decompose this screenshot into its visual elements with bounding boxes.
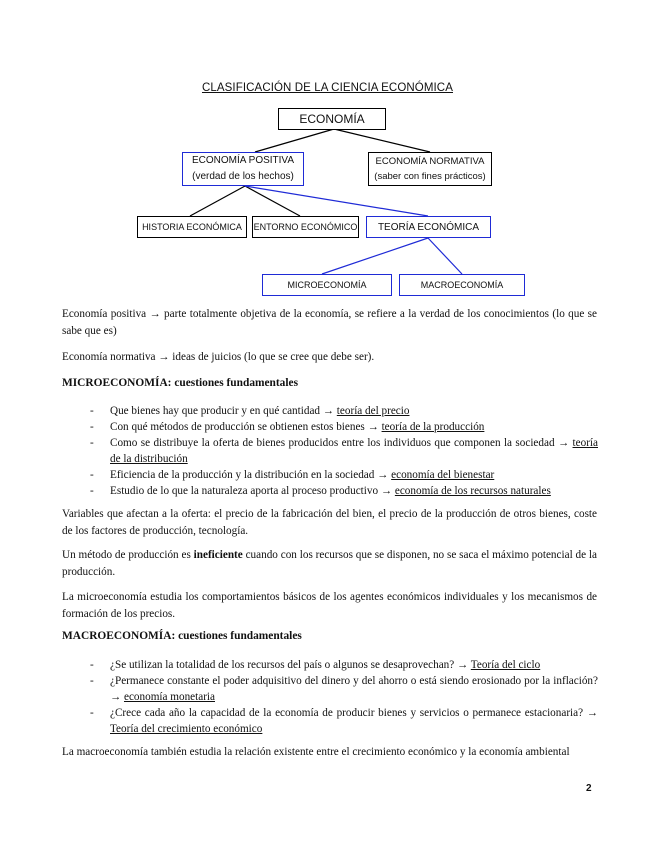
list-item — [90, 705, 598, 737]
list-item — [90, 657, 598, 673]
macroeconomia-list — [90, 657, 598, 737]
list-item — [90, 467, 598, 483]
item-text: Que bienes hay que producir y en qué cantidad → — [110, 405, 337, 417]
list-item — [90, 419, 598, 435]
historia-economica-box — [137, 216, 247, 238]
item-topic: economía de los recursos naturales — [394, 485, 551, 497]
connector-teoria-micro — [322, 238, 428, 274]
page-number: 2 — [586, 783, 592, 794]
micro-label: MICROECONOMÍA — [287, 280, 367, 290]
item-topic: teoría del precio — [336, 405, 410, 417]
microeconomia-box — [262, 274, 392, 296]
normativa-sub: (saber con fines prácticos) — [374, 171, 486, 182]
paragraph-metodo-ineficiente — [62, 547, 597, 581]
list-item — [90, 403, 598, 419]
normativa-label: ECONOMÍA NORMATIVA — [375, 155, 485, 167]
item-topic: economía del bienestar — [391, 469, 495, 481]
list-item — [90, 673, 598, 705]
item-topic: teoría de la producción — [381, 421, 485, 433]
list-item — [90, 483, 598, 499]
paragraph-economia-normativa: Economía normativa → ideas de juicios (lo que se cree que debe ser). — [62, 351, 375, 363]
paragraph-macroeconomia-estudia: La macroeconomía también estudia la relación existente entre el crecimiento económico y la economía ambiental — [62, 746, 570, 758]
metodo-text-end: cuando con los recursos que se disponen, no se saca el máximo potencial de la producción. — [62, 549, 597, 578]
metodo-text-start: Un método de producción es — [62, 549, 194, 561]
item-topic: Teoría del ciclo — [470, 659, 541, 671]
economia-positiva-box — [182, 152, 304, 186]
entorno-economico-box — [252, 216, 359, 238]
economia-root-box — [278, 108, 386, 130]
item-text: ¿Crece cada año la capacidad de la economía de producir bienes y servicios o permanece estacionaria? → — [110, 707, 598, 719]
diagram-title: CLASIFICACIÓN DE LA CIENCIA ECONÓMICA — [201, 82, 453, 94]
paragraph-economia-positiva: Economía positiva → parte totalmente objetiva de la economía, se refiere a la verdad de los conocimientos (lo que se sabe que es) — [62, 308, 597, 337]
diagram-connectors — [0, 0, 655, 300]
item-text: Como se distribuye la oferta de bienes producidos entre los individuos que componen la sociedad → — [110, 437, 573, 449]
paragraph-variables-oferta: Variables que afectan a la oferta: el precio de la fabricación del bien, el precio de la producción de otros bienes, coste de los factores de producción, tecnología. — [62, 508, 597, 537]
item-text: ¿Permanece constante el poder adquisitivo del dinero y del ahorro o está siendo erosionado por la inflación? → — [110, 675, 598, 703]
item-text: ¿Se utilizan la totalidad de los recursos del país o algunos se desaprovechan? → — [110, 659, 471, 671]
heading-microeconomia: MICROECONOMÍA: cuestiones fundamentales — [62, 377, 299, 389]
heading-macroeconomia: MACROECONOMÍA: cuestiones fundamentales — [62, 630, 302, 642]
metodo-bold-word: ineficiente — [193, 549, 243, 561]
connector-root-positiva — [255, 129, 334, 152]
paragraph-microeconomia-estudia: La microeconomía estudia los comportamientos básicos de los agentes económicos individuales y los mecanismos de formación de los precios. — [62, 591, 597, 620]
connector-positiva-historia — [190, 186, 245, 216]
connector-root-normativa — [334, 129, 430, 152]
list-item — [90, 435, 598, 467]
microeconomia-list — [90, 403, 598, 499]
positiva-sub: (verdad de los hechos) — [192, 171, 294, 182]
teoria-label: TEORÍA ECONÓMICA — [377, 221, 480, 233]
item-text: Estudio de lo que la naturaleza aporta al proceso productivo → — [110, 485, 395, 497]
item-topic: teoría de la distribución — [110, 437, 598, 465]
entorno-label: ENTORNO ECONÓMICO — [253, 222, 358, 232]
historia-label: HISTORIA ECONÓMICA — [142, 222, 242, 232]
item-topic: economía monetaria — [123, 691, 215, 703]
macroeconomia-box — [399, 274, 525, 296]
item-topic: Teoría del crecimiento económico — [110, 723, 263, 735]
economia-root-label: ECONOMÍA — [299, 112, 365, 126]
item-text: Eficiencia de la producción y la distribución en la sociedad → — [110, 469, 392, 481]
economia-normativa-box — [368, 152, 492, 186]
macro-label: MACROECONOMÍA — [420, 280, 504, 290]
connector-teoria-macro — [428, 238, 462, 274]
positiva-label: ECONOMÍA POSITIVA — [191, 155, 295, 166]
item-text: Con qué métodos de producción se obtienen estos bienes → — [110, 421, 382, 433]
teoria-economica-box — [366, 216, 491, 238]
